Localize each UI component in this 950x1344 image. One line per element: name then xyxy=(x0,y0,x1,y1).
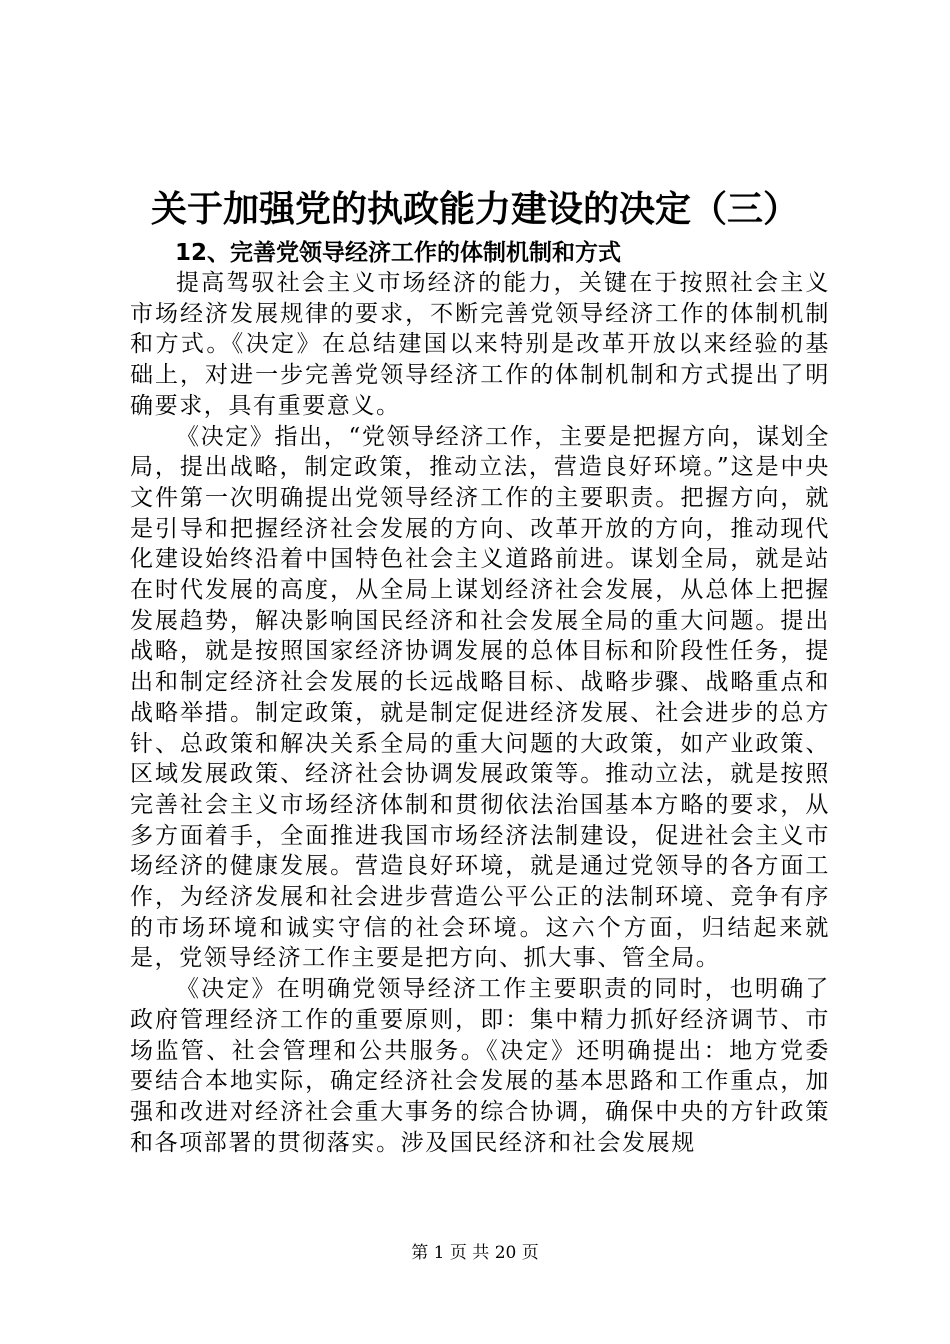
document-title: 关于加强党的执政能力建设的决定（三） xyxy=(150,189,799,230)
body-paragraph: 提高驾驭社会主义市场经济的能力，关键在于按照社会主义市场经济发展规律的要求，不断完善党领导经济工作的体制机制和方式。《决定》在总结建国以来特别是改革开放以来经验的基础上，对进一步完善党领导经济工作的体制机制和方式提出了明确要求，具有重要意义。 xyxy=(130,270,830,419)
page-footer: 第 1 页 共 20 页 xyxy=(411,1243,539,1263)
body-paragraph: 《决定》指出，“党领导经济工作，主要是把握方向，谋划全局，提出战略，制定政策，推动立法，营造良好环境。”这是中央文件第一次明确提出党领导经济工作的主要职责。把握方向，就是引导和把握经济社会发展的方向、改革开放的方向，推动现代化建设始终沿着中国特色社会主义道路前进。谋划全局，就是站在时代发展的高度，从全局上谋划经济社会发展，从总体上把握发展趋势，解决影响国民经济和社会发展全局的重大问题。提出战略，就是按照国家经济协调发展的总体目标和阶段性任务，提出和制定经济社会发展的长远战略目标、战略步骤、战略重点和战略举措。制定政策，就是制定促进经济发展、社会进步的总方针、总政策和解决关系全局的重大问题的大政策，如产业政策、区域发展政策、经济社会协调发展政策等。推动立法，就是按照完善社会主义市场经济体制和贯彻依法治国基本方略的要求，从多方面着手，全面推进我国市场经济法制建设，促进社会主义市场经济的健康发展。营造良好环境，就是通过党领导的各方面工作，为经济发展和社会进步营造公平公正的法制环境、竞争有序的市场环境和诚实守信的社会环境。这六个方面，归结起来就是，党领导经济工作主要是把方向、抓大事、管全局。 xyxy=(130,423,830,972)
document-body xyxy=(130,268,830,1158)
body-paragraph: 《决定》在明确党领导经济工作主要职责的同时，也明确了政府管理经济工作的重要原则，即：集中精力抓好经济调节、市场监管、社会管理和公共服务。《决定》还明确提出：地方党委要结合本地实际，确定经济社会发展的基本思路和工作重点，加强和改进对经济社会重大事务的综合协调，确保中央的方针政策和各项部署的贯彻落实。涉及国民经济和社会发展规 xyxy=(130,976,830,1156)
section-heading: 12、完善党领导经济工作的体制机制和方式 xyxy=(175,240,622,266)
